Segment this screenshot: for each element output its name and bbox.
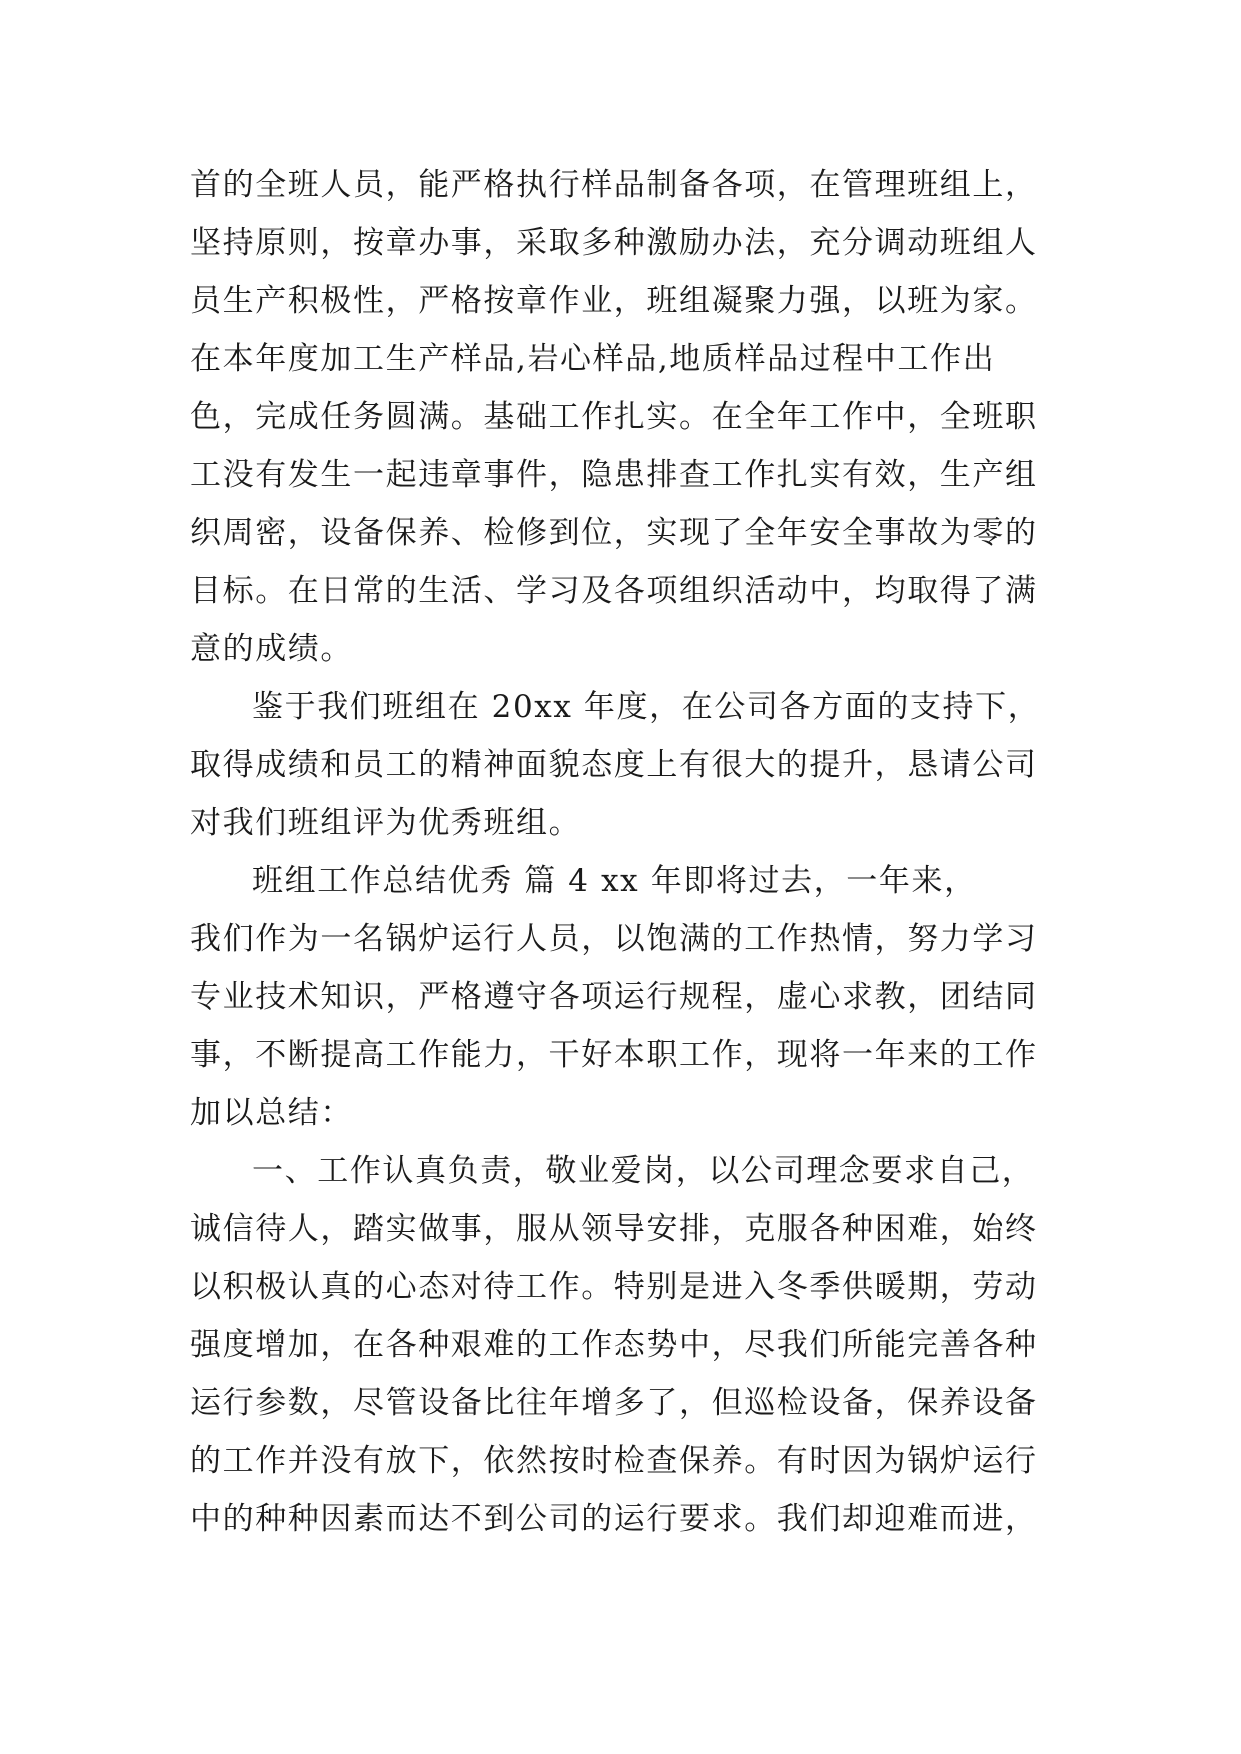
- text-line: 在本年度加工生产样品,岩心样品,地质样品过程中工作出: [190, 341, 996, 377]
- text-line: 色，完成任务圆满。基础工作扎实。在全年工作中，全班职: [190, 399, 1038, 435]
- text-line: 对我们班组评为优秀班组。: [190, 805, 582, 841]
- text-line: 以积极认真的心态对待工作。特别是进入冬季供暖期，劳动: [190, 1269, 1038, 1305]
- text-line: 诚信待人，踏实做事，服从领导安排，克服各种困难，始终: [190, 1211, 1038, 1247]
- text-line: 专业技术知识，严格遵守各项运行规程，虚心求教，团结同: [190, 979, 1038, 1015]
- document-body: [190, 156, 1070, 1548]
- text-line: 强度增加，在各种艰难的工作态势中，尽我们所能完善各种: [190, 1327, 1038, 1363]
- text-line: 员生产积极性，严格按章作业，班组凝聚力强，以班为家。: [190, 283, 1038, 319]
- text-line: 运行参数，尽管设备比往年增多了，但巡检设备，保养设备: [190, 1385, 1038, 1421]
- text-line: 一、工作认真负责，敬业爱岗，以公司理念要求自己，: [252, 1153, 1035, 1189]
- text-line: 我们作为一名锅炉运行人员，以饱满的工作热情，努力学习: [190, 921, 1038, 957]
- text-line: 坚持原则，按章办事，采取多种激励办法，充分调动班组人: [190, 225, 1038, 261]
- text-line: 取得成绩和员工的精神面貌态度上有很大的提升，恳请公司: [190, 747, 1038, 783]
- text-line: 的工作并没有放下，依然按时检查保养。有时因为锅炉运行: [190, 1443, 1038, 1479]
- text-line: 工没有发生一起违章事件，隐患排查工作扎实有效，生产组: [190, 457, 1038, 493]
- text-line: 中的种种因素而达不到公司的运行要求。我们却迎难而进，: [190, 1501, 1038, 1537]
- text-line: 班组工作总结优秀 篇 4 xx 年即将过去，一年来，: [252, 863, 977, 899]
- text-line: 意的成绩。: [190, 631, 353, 667]
- text-line: 目标。在日常的生活、学习及各项组织活动中，均取得了满: [190, 573, 1038, 609]
- text-line: 首的全班人员，能严格执行样品制备各项，在管理班组上，: [190, 167, 1038, 203]
- text-line: 加以总结：: [190, 1095, 353, 1131]
- text-line: 鉴于我们班组在 20xx 年度，在公司各方面的支持下，: [252, 689, 1041, 725]
- text-line: 事，不断提高工作能力，干好本职工作，现将一年来的工作: [190, 1037, 1038, 1073]
- text-line: 织周密，设备保养、检修到位，实现了全年安全事故为零的: [190, 515, 1038, 551]
